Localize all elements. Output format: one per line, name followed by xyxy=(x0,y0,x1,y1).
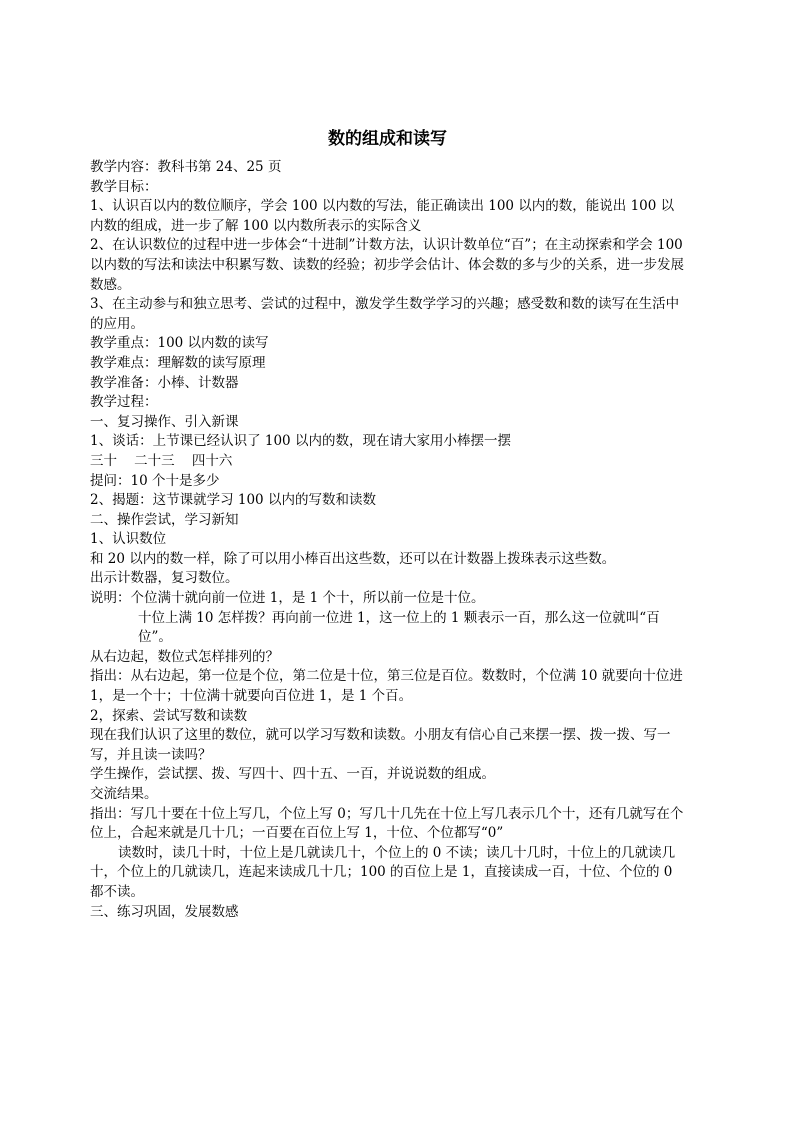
paragraph-line: 出示计数器，复习数位。 xyxy=(90,570,239,587)
paragraph-line: 教学内容：教科书第 24、25 页 xyxy=(90,159,282,175)
paragraph-line: 教学准备：小棒、计数器 xyxy=(90,374,239,391)
paragraph-line: 说明：个位满十就向前一位进 1，是 1 个十，所以前一位是十位。 xyxy=(90,590,485,607)
document-title: 数的组成和读写 xyxy=(328,129,447,149)
paragraph-line: 一、复习操作、引入新课 xyxy=(90,413,239,430)
paragraph-line: 学生操作，尝试摆、拨、写四十、四十五、一百，并说说数的组成。 xyxy=(90,766,495,783)
paragraph-line: 和 20 以内的数一样，除了可以用小棒百出这些数，还可以在计数器上拨珠表示这些数。 xyxy=(90,550,616,567)
paragraph-line: 三、练习巩固，发展数感 xyxy=(90,903,239,920)
paragraph-line: 二、操作尝试，学习新知 xyxy=(90,511,239,528)
paragraph-line: 从右边起，数位式怎样排列的？ xyxy=(90,648,279,665)
paragraph-line: 2、在认识数位的过程中进一步体会“十进制”计数方法，认识计数单位“百”；在主动探索和学会 100 以内数的写法和读法中积累写数、读数的经验；初步学会估计、体会数的多与少的关系，进一步发展数感。 xyxy=(90,237,688,293)
paragraph-line: 2、揭题：这节课就学习 100 以内的写数和读数 xyxy=(90,492,376,509)
paragraph-line: 1、认识百以内的数位顺序，学会 100 以内数的写法，能正确读出 100 以内的数，能说出 100 以内数的组成，进一步了解 100 以内数所表示的实际含义 xyxy=(90,198,675,234)
paragraph-line: 教学过程： xyxy=(90,394,158,411)
paragraph-line: 1、谈话：上节课已经认识了 100 以内的数，现在请大家用小棒摆一摆 xyxy=(90,433,511,450)
paragraph-line: 2，探索、尝试写数和读数 xyxy=(90,707,248,724)
paragraph-line: 提问：10 个十是多少 xyxy=(90,472,220,489)
paragraph-line: 3、在主动参与和独立思考、尝试的过程中，激发学生数学学习的兴趣；感受数和数的读写在生活中的应用。 xyxy=(90,296,680,332)
paragraph-line: 指出：从右边起，第一位是个位，第二位是十位，第三位是百位。数数时，个位满 10 就要向十位进 1，是一个十；十位满十就要向百位进 1，是 1 个百。 xyxy=(90,668,688,705)
paragraph-line: 教学目标： xyxy=(90,178,158,195)
paragraph-line: 教学重点：100 以内数的读写 xyxy=(90,335,269,352)
paragraph-line: 现在我们认识了这里的数位，就可以学习写数和读数。小朋友有信心自己来摆一摆、拨一拨、写一写，并且读一读吗？ xyxy=(90,727,671,763)
paragraph-line: 三十 二十三 四十六 xyxy=(90,452,233,469)
document-body xyxy=(90,158,688,922)
document-page xyxy=(90,128,688,922)
paragraph-line: 1、认识数位 xyxy=(90,531,167,548)
paragraph-line: 教学难点：理解数的读写原理 xyxy=(90,354,266,371)
paragraph-line: 十位上满 10 怎样拨？再向前一位进 1，这一位上的 1 颗表示一百，那么这一位就叫“百位”。 xyxy=(138,609,660,646)
paragraph-line: 指出：写几十要在十位上写几，个位上写 0；写几十几先在十位上写几表示几个十，还有几就写在个位上，合起来就是几十几；一百要在百位上写 1，十位、个位都写“0” xyxy=(90,805,684,842)
paragraph-line: 交流结果。 xyxy=(90,786,158,802)
paragraph-line: 读数时，读几十时，十位上是几就读几十，个位上的 0 不读；读几十几时，十位上的几就读几十，个位上的几就读几，连起来读成几十几；100 的百位上是 1，直接读成一百，十位、个位的 0 都不读。 xyxy=(90,844,677,900)
